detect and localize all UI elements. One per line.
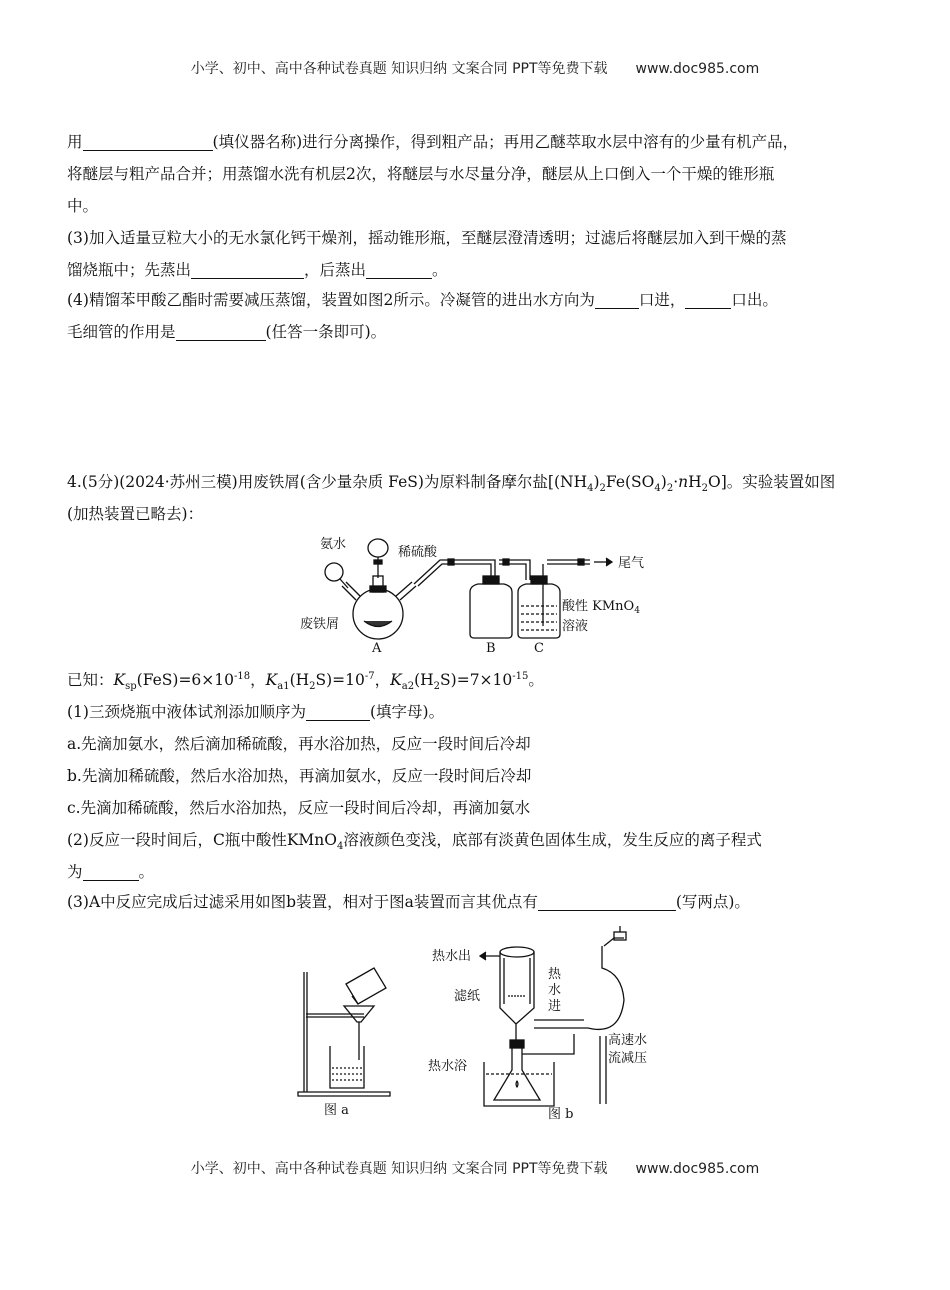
option-c: c.先滴加稀硫酸，然后水浴加热，反应一段时间后冷却，再滴加氨水 — [67, 799, 531, 817]
svg-text:废铁屑: 废铁屑 — [300, 617, 340, 632]
svg-text:酸性 KMnO4: 酸性 KMnO$_4$ — [562, 599, 640, 616]
footer-text: 小学、初中、高中各种试卷真题 知识归纳 文案合同 PPT等免费下载 — [190, 1161, 608, 1177]
header-site[interactable]: www.doc985.com — [635, 61, 760, 77]
answer-blank[interactable] — [538, 892, 676, 911]
known-constants: 已知：$K_{sp}(FeS)=6\times 10^{-18}$，$K_{a1}(H_2S)=10^{-7}$，$K_{a2}(H_2S)=7\times 10^{-15}$。 — [67, 670, 544, 693]
svg-text:水: 水 — [548, 983, 562, 998]
answer-blank[interactable] — [685, 290, 731, 309]
filtration-figure-b — [424, 924, 670, 1122]
svg-text:A: A — [372, 641, 382, 656]
svg-text:尾气: 尾气 — [618, 556, 645, 571]
page-footer — [0, 1158, 950, 1178]
q4-sub2: (2)反应一段时间后，C瓶中酸性KMnO$_4$溶液颜色变浅，底部有淡黄色固体生成，发生反应的离子程式 为 。 — [67, 831, 762, 881]
svg-text:进: 进 — [548, 999, 562, 1014]
q4-intro: 4.(5分)(2024·苏州三模)用废铁屑(含少量杂质 FeS)为原料制备摩尔盐$[(NH_4)_2Fe(SO_4)_2\cdot nH_2O]$。实验装置如图 (加热装置已略去)： — [67, 473, 836, 523]
svg-text:C: C — [534, 641, 544, 656]
q3-paragraph-3: (4)精馏苯甲酸乙酯时需要减压蒸馏，装置如图2所示。冷凝管的进出水方向为 口进， 口出。 毛细管的作用是 (任答一条即可)。 — [67, 291, 778, 341]
answer-blank[interactable] — [83, 862, 139, 881]
svg-text:高速水: 高速水 — [608, 1033, 648, 1048]
svg-text:稀硫酸: 稀硫酸 — [398, 545, 438, 560]
three-neck-flask — [353, 589, 403, 639]
svg-text:热水出: 热水出 — [432, 949, 472, 964]
q4-sub1: (1)三颈烧瓶中液体试剂添加顺序为 (填字母)。 a.先滴加氨水，然后滴加稀硫酸，再水浴加热，反应一段时间后冷却 b.先滴加稀硫酸，然后水浴加热，再滴加氨水，反应一段时间后冷却 c.先滴加稀硫酸，然后水浴加热，反应一段时间后冷却，再滴加氨水 — [67, 703, 532, 817]
q3-paragraph-1: 用 (填仪器名称)进行分离操作，得到粗产品；再用乙醚萃取水层中溶有的少量有机产品， 将醚层与粗产品合并；用蒸馏水洗有机层2次，将醚层与水尽量分净，醚层从上口倒入一个干燥的锥形瓶 中。 — [67, 133, 799, 215]
option-a: a.先滴加氨水，然后滴加稀硫酸，再水浴加热，反应一段时间后冷却 — [67, 735, 531, 753]
header-text: 小学、初中、高中各种试卷真题 知识归纳 文案合同 PPT等免费下载 — [190, 61, 608, 77]
svg-text:热: 热 — [548, 967, 562, 982]
svg-text:滤纸: 滤纸 — [454, 989, 481, 1004]
footer-site[interactable]: www.doc985.com — [635, 1161, 760, 1177]
option-b: b.先滴加稀硫酸，然后水浴加热，再滴加氨水，反应一段时间后冷却 — [67, 767, 532, 785]
answer-blank[interactable] — [595, 290, 639, 309]
svg-text:图 a: 图 a — [324, 1103, 349, 1118]
svg-text:热水浴: 热水浴 — [428, 1059, 468, 1074]
answer-blank[interactable] — [366, 260, 432, 279]
svg-text:图 b: 图 b — [548, 1107, 574, 1122]
answer-blank[interactable] — [176, 322, 266, 341]
q4-sub3: (3)A中反应完成后过滤采用如图b装置，相对于图a装置而言其优点有 (写两点)。 — [67, 893, 750, 911]
answer-blank[interactable] — [191, 260, 304, 279]
answer-blank[interactable] — [83, 132, 213, 151]
apparatus-figure — [290, 526, 670, 656]
filtration-figure-a — [294, 962, 400, 1122]
svg-text:溶液: 溶液 — [562, 619, 589, 634]
svg-text:B: B — [486, 641, 496, 656]
page-header — [0, 58, 950, 78]
svg-text:氨水: 氨水 — [320, 537, 347, 552]
q3-paragraph-2: (3)加入适量豆粒大小的无水氯化钙干燥剂，摇动锥形瓶，至醚层澄清透明；过滤后将醚层加入到干燥的蒸 馏烧瓶中；先蒸出 ，后蒸出 。 — [67, 229, 787, 279]
answer-blank[interactable] — [306, 702, 370, 721]
svg-text:流减压: 流减压 — [608, 1051, 648, 1066]
